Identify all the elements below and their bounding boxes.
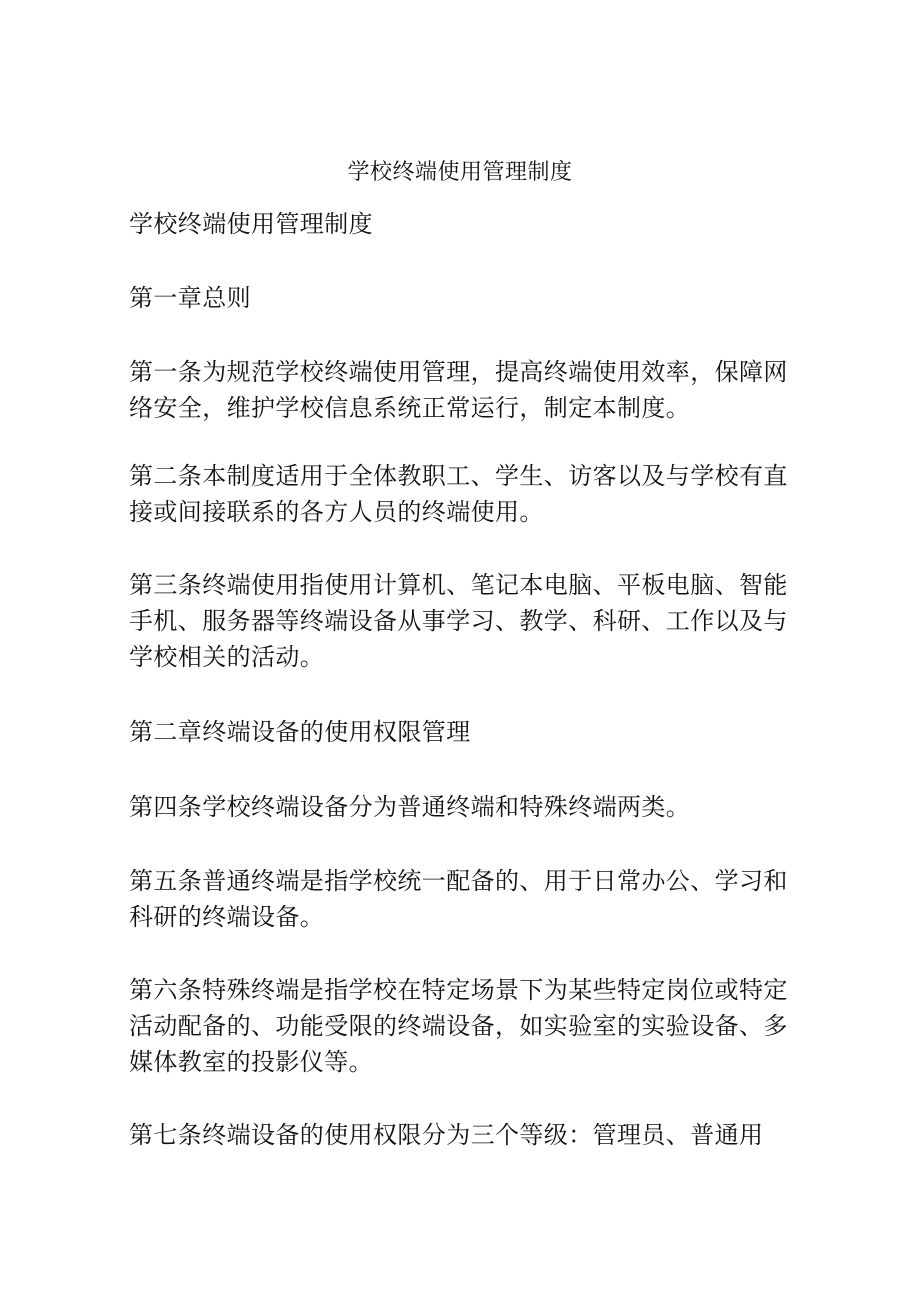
chapter-heading-1: 第一章总则 xyxy=(129,284,251,312)
document-body xyxy=(129,206,789,1153)
article-3: 第三条终端使用指使用计算机、笔记本电脑、平板电脑、智能手机、服务器等终端设备从事学习、教学、科研、工作以及与学校相关的活动。 xyxy=(129,571,788,671)
article-5: 第五条普通终端是指学校统一配备的、用于日常办公、学习和科研的终端设备。 xyxy=(129,867,788,931)
document-subtitle: 学校终端使用管理制度 xyxy=(129,210,373,238)
article-2: 第二条本制度适用于全体教职工、学生、访客以及与学校有直接或间接联系的各方人员的终端使用。 xyxy=(129,462,788,526)
article-1: 第一条为规范学校终端使用管理，提高终端使用效率，保障网络安全，维护学校信息系统正常运行，制定本制度。 xyxy=(129,358,788,422)
article-6: 第六条特殊终端是指学校在特定场景下为某些特定岗位或特定活动配备的、功能受限的终端设备，如实验室的实验设备、多媒体教室的投影仪等。 xyxy=(129,976,788,1076)
chapter-heading-2: 第二章终端设备的使用权限管理 xyxy=(129,718,471,746)
article-4: 第四条学校终端设备分为普通终端和特殊终端两类。 xyxy=(129,793,691,821)
article-7: 第七条终端设备的使用权限分为三个等级：管理员、普通用 xyxy=(129,1121,764,1149)
document-title: 学校终端使用管理制度 xyxy=(347,160,573,185)
